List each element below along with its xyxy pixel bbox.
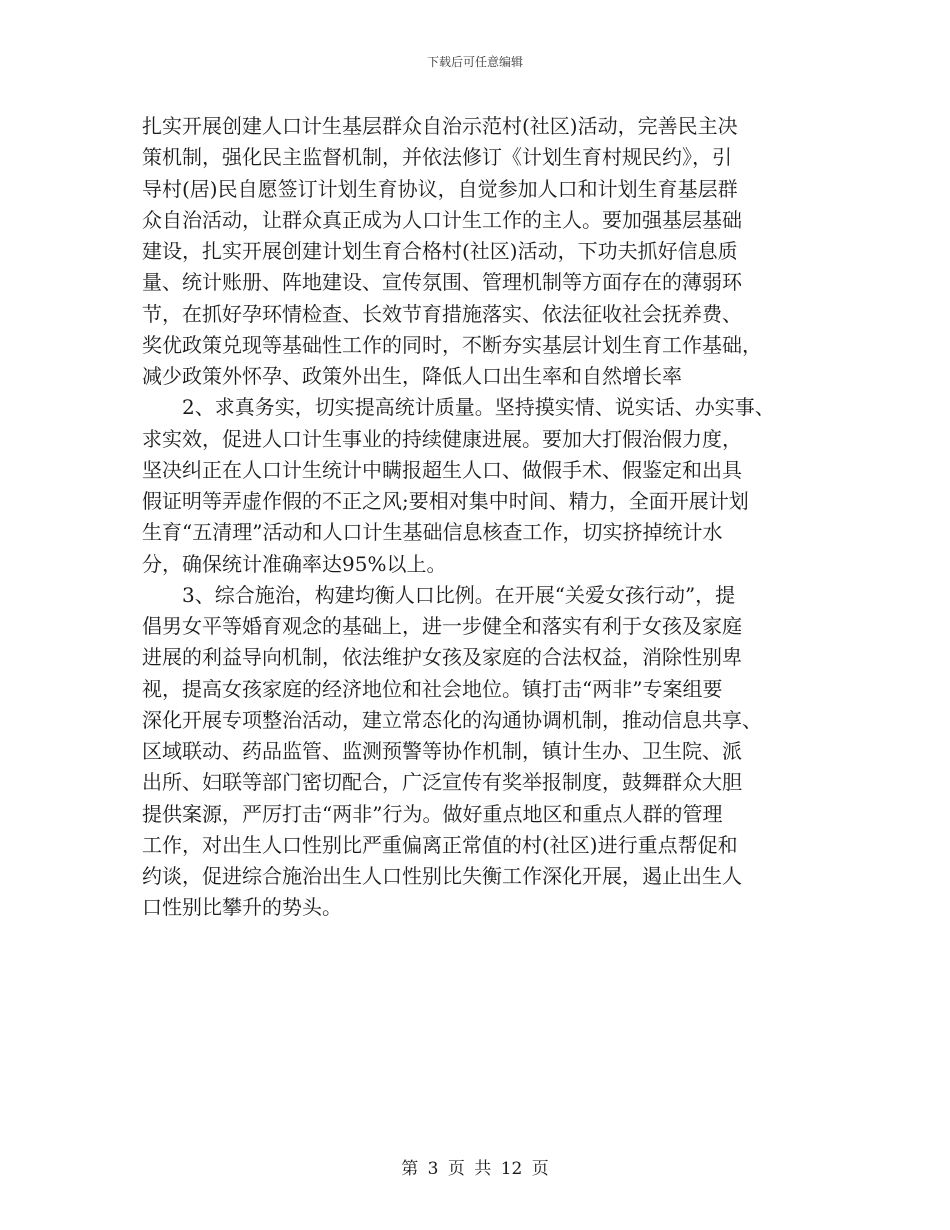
text-line: 倡男女平等婚育观念的基础上，进一步健全和落实有利于女孩及家庭 — [142, 614, 742, 638]
text-line: 求实效，促进人口计生事业的持续健康进展。要加大打假治假力度， — [142, 426, 742, 451]
text-line: 深化开展专项整治活动，建立常态化的沟通协调机制，推动信息共享、 — [142, 707, 762, 732]
text-line: 生育“五清理”活动和人口计生基础信息核查工作，切实挤掉统计水 — [142, 520, 723, 545]
paragraph-3-start: 3、综合施治，构建均衡人口比例。在开展“关爱女孩行动”，提 — [182, 582, 736, 607]
text-line: 扎实开展创建人口计生基层群众自治示范村(社区)活动，完善民主决 — [142, 114, 738, 138]
text-line: 量、统计账册、阵地建设、宣传氛围、管理机制等方面存在的薄弱环 — [142, 270, 742, 295]
text-line: 出所、妇联等部门密切配合，广泛宣传有奖举报制度，鼓舞群众大胆 — [142, 770, 742, 795]
text-line: 建设，扎实开展创建计划生育合格村(社区)活动，下功夫抓好信息质 — [142, 239, 738, 263]
text-line: 导村(居)民自愿签订计划生育协议，自觉参加人口和计划生育基层群 — [142, 176, 738, 201]
text-line: 坚决纠正在人口计生统计中瞒报超生人口、做假手术、假鉴定和出具 — [142, 457, 742, 482]
text-line: 假证明等弄虚作假的不正之风;要相对集中时间、精力，全面开展计划 — [142, 489, 749, 513]
text-line: 策机制，强化民主监督机制，并依法修订《计划生育村规民约》，引 — [142, 145, 732, 170]
text-line: 分，确保统计准确率达95%以上。 — [142, 551, 447, 576]
page-header-note: 下载后可任意编辑 — [426, 55, 523, 69]
text-line: 约谈，促进综合施治出生人口性别比失衡工作深化开展，遏止出生人 — [142, 864, 742, 888]
page-number-footer: 第 3 页 共 12 页 — [401, 1159, 549, 1179]
text-line: 视，提高女孩家庭的经济地位和社会地位。镇打击“两非”专案组要 — [142, 676, 723, 701]
text-line: 提供案源，严厉打击“两非”行为。做好重点地区和重点人群的管理 — [142, 801, 723, 826]
text-line: 进展的利益导向机制，依法维护女孩及家庭的合法权益，消除性别卑 — [142, 645, 742, 670]
text-line: 口性别比攀升的势头。 — [142, 895, 342, 920]
text-line: 奖优政策兑现等基础性工作的同时，不断夯实基层计划生育工作基础， — [142, 332, 762, 357]
text-line: 节，在抓好孕环情检查、长效节育措施落实、依法征收社会抚养费、 — [142, 301, 742, 326]
text-line: 工作，对出生人口性别比严重偏离正常值的村(社区)进行重点帮促和 — [142, 832, 738, 857]
text-line: 区域联动、药品监管、监测预警等协作机制，镇计生办、卫生院、派 — [142, 739, 742, 763]
text-line: 减少政策外怀孕、政策外出生，降低人口出生率和自然增长率 — [142, 364, 682, 388]
paragraph-2-start: 2、求真务实，切实提高统计质量。坚持摸实情、说实话、办实事、 — [182, 395, 775, 420]
document-body — [142, 111, 822, 924]
text-line: 众自治活动，让群众真正成为人口计生工作的主人。要加强基层基础 — [142, 207, 742, 232]
